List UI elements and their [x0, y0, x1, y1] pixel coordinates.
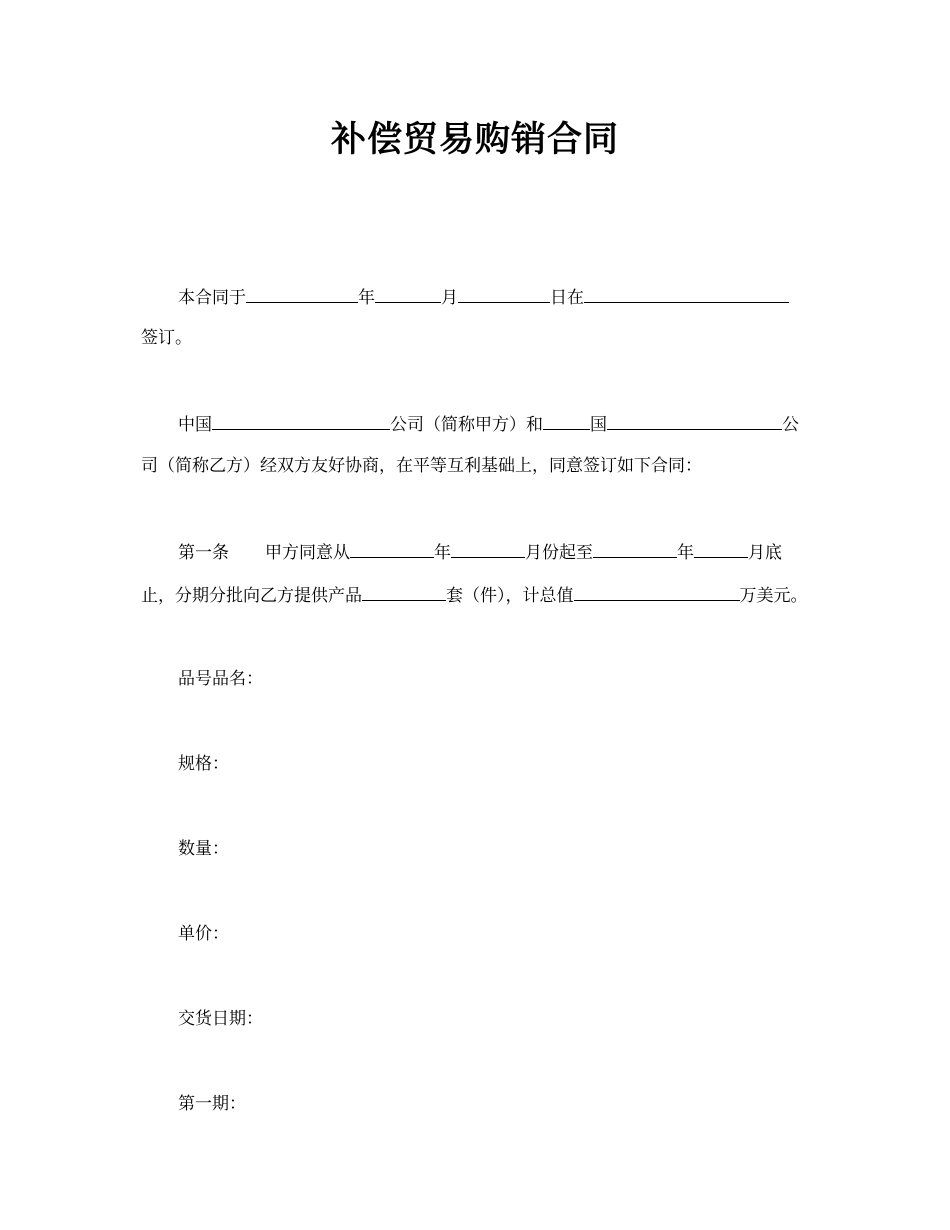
sets-blank[interactable] — [362, 583, 446, 601]
phase-1-label: 第一期： — [178, 1094, 246, 1114]
text-segment: 公 — [782, 415, 799, 435]
clause-1-line-2 — [141, 583, 808, 607]
document-title: 补偿贸易购销合同 — [330, 120, 619, 160]
end-year-blank[interactable] — [593, 540, 677, 558]
quantity-label: 数量： — [178, 839, 229, 859]
place-blank[interactable] — [584, 285, 789, 303]
total-value-blank[interactable] — [574, 583, 740, 601]
text-segment: 国 — [590, 415, 607, 435]
text-segment: 签订。 — [141, 328, 192, 348]
text-segment: 本合同于 — [178, 288, 246, 308]
text-segment: 年 — [434, 543, 451, 563]
text-segment: 中国 — [178, 415, 212, 435]
country-blank[interactable] — [543, 412, 590, 430]
text-segment: 月份起至 — [525, 543, 593, 563]
clause-number: 第一条 — [178, 543, 229, 563]
text-segment: 套（件），计总值 — [446, 586, 574, 606]
month-blank[interactable] — [375, 285, 441, 303]
text-segment: 年 — [677, 543, 694, 563]
spec-label: 规格： — [178, 754, 229, 774]
start-year-blank[interactable] — [350, 540, 434, 558]
year-blank[interactable] — [246, 285, 358, 303]
text-segment: 月底 — [748, 543, 782, 563]
contract-date-line — [178, 285, 789, 309]
text-segment: 万美元。 — [739, 586, 808, 606]
text-segment: 司（简称乙方）经双方友好协商，在平等互利基础上，同意签订如下合同： — [141, 456, 702, 476]
party-a-company-blank[interactable] — [212, 412, 390, 430]
text-segment: 月 — [441, 288, 458, 308]
parties-line-2 — [141, 455, 702, 477]
clause-1-line — [178, 540, 782, 564]
text-segment: 甲方同意从 — [265, 543, 350, 563]
text-segment: 日在 — [550, 288, 584, 308]
start-month-blank[interactable] — [451, 540, 525, 558]
text-segment: 年 — [358, 288, 375, 308]
party-b-company-blank[interactable] — [607, 412, 782, 430]
unit-price-label: 单价： — [178, 924, 229, 944]
text-segment: 止，分期分批向乙方提供产品 — [141, 586, 362, 606]
day-blank[interactable] — [458, 285, 550, 303]
end-month-blank[interactable] — [694, 540, 748, 558]
parties-line — [178, 412, 799, 436]
contract-date-line-2 — [141, 327, 192, 349]
product-name-label: 品号品名： — [178, 669, 263, 689]
text-segment: 公司（简称甲方）和 — [390, 415, 543, 435]
delivery-date-label: 交货日期： — [178, 1009, 263, 1029]
